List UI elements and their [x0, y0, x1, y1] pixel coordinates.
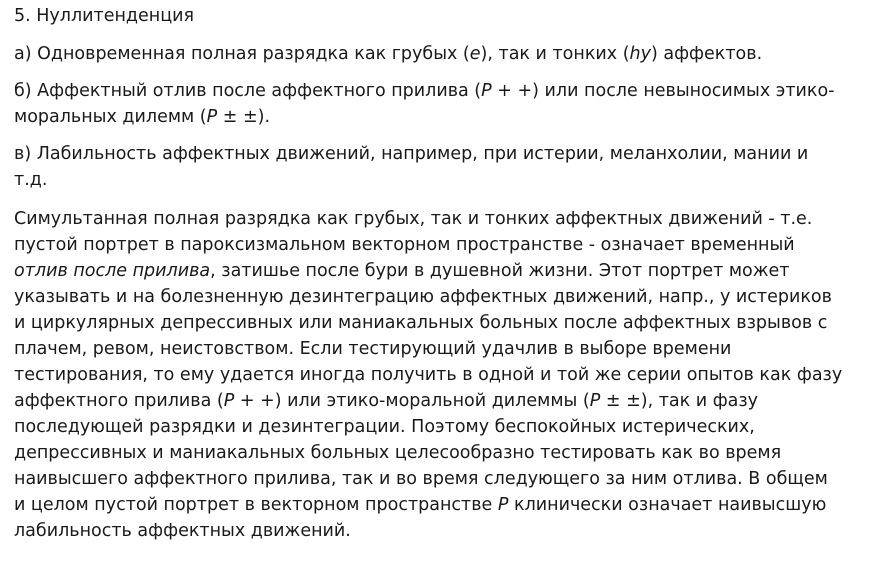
body-paragraph: [14, 206, 844, 544]
para-symbol-p-2: P: [589, 391, 601, 411]
item-a-symbol-hy: hy: [629, 44, 651, 64]
para-text-2: , затишье после бури в душевной жизни. Этот портрет может указывать и на болезненную дезинтеграцию аффектных движений, напр., у истериков и циркулярных депрессивных или маниакальных больных после аффектных взрывов с плачем, ревом, неистовством. Если тестирующий удачлив в выборе времени тестирования, то ему удается иногда получить в одной и той же серии опытов как фазу аффектного прилива (: [14, 261, 843, 411]
para-text-3: + +) или этико-моральной дилеммы (: [234, 391, 590, 411]
item-b-symbol-p-1: P: [481, 81, 492, 101]
item-b-text-2: + +) или после невыносимых этико-моральных дилемм (: [14, 81, 835, 127]
section-heading: 5. Нуллитенденция: [14, 6, 195, 26]
document-page: [14, 0, 844, 544]
para-text-5: клинически означает наивысшую лабильность аффектных движений.: [14, 495, 827, 541]
item-a-text-2: ), так и тонких (: [480, 44, 630, 64]
item-b-text-1: б) Аффектный отлив после аффектного прилива (: [14, 81, 482, 101]
item-a-text-3: ) аффектов.: [650, 44, 763, 64]
para-italic-phrase: отлив после прилива: [14, 261, 211, 281]
list-item-c: в) Лабильность аффектных движений, например, при истерии, меланхолии, мании и т.д.: [14, 144, 809, 190]
list-item-b: [14, 78, 844, 130]
list-item-a: [14, 41, 844, 67]
item-b-symbol-p-2: P: [206, 107, 218, 127]
para-symbol-p-3: P: [497, 495, 509, 515]
para-text-4: ± ±), так и фазу последующей разрядки и дезинтеграции. Поэтому беспокойных истерических, депрессивных и маниакальных больных целесообразно тестировать как во время наивысшего аффектного прилива, так и во время следующего за ним отлива. В общем и целом пустой портрет в векторном пространстве: [14, 391, 828, 515]
para-symbol-p-1: P: [223, 391, 235, 411]
item-a-text-1: а) Одновременная полная разрядка как грубых (: [14, 44, 470, 64]
item-b-text-3: ± ±).: [217, 107, 271, 127]
item-a-symbol-e: e: [469, 44, 481, 64]
para-text-1: Симультанная полная разрядка как грубых, так и тонких аффектных движений - т.е. пустой портрет в пароксизмальном векторном пространстве - означает временный: [14, 209, 813, 255]
